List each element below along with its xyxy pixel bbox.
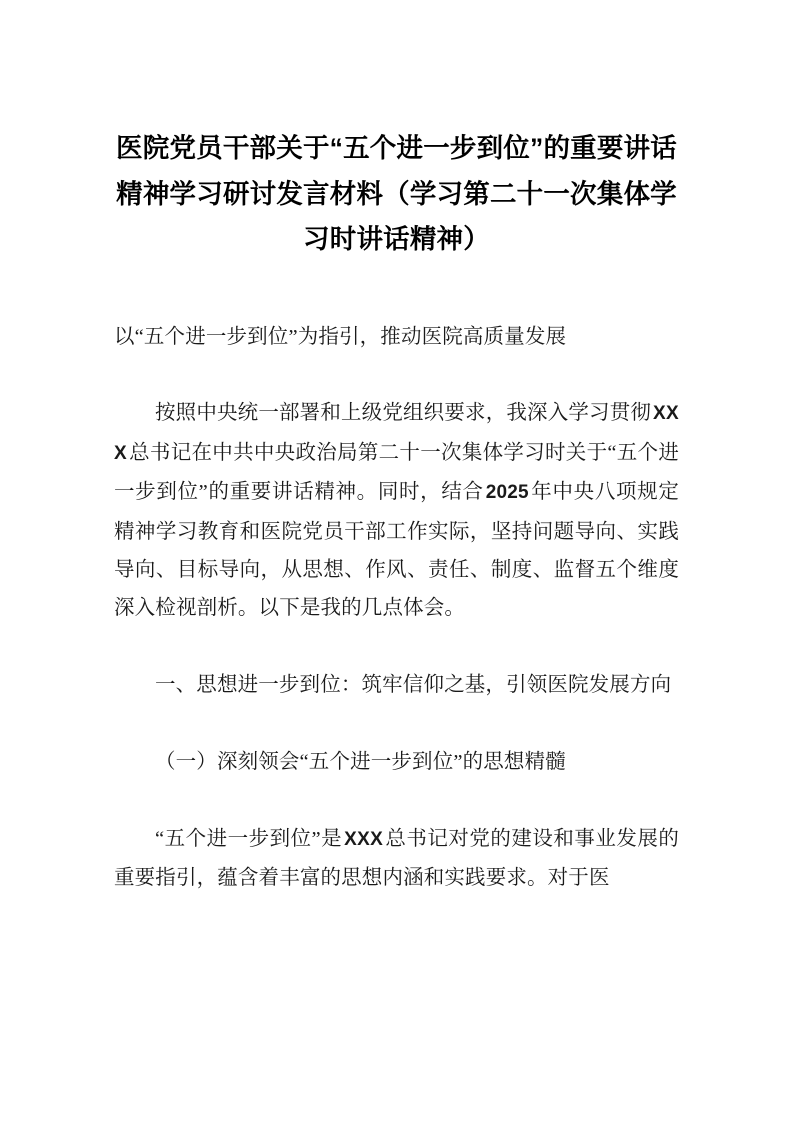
text-run-cjk: 按照中央统一部署和上级党组织要求，我深入学习贯彻 [155, 402, 652, 425]
text-run-cjk: 总书记对党的建设和事业发展的重要指引，蕴含着丰富的思想内涵和实践要求。对于医 [114, 827, 679, 890]
paragraph-intro [114, 394, 679, 627]
document-title: 医院党员干部关于“五个进一步到位”的重要讲话精神学习研讨发言材料（学习第二十一次集体学习时讲话精神） [116, 133, 677, 254]
section-heading-one: 一、思想进一步到位：筑牢信仰之基，引领医院发展方向 [155, 674, 672, 697]
text-run-cjk: 年中央八项规定精神学习教育和医院党员干部工作实际，坚持问题导向、实践导向、目标导向，从思想、作风、责任、制度、监督五个维度深入检视剖析。以下是我的几点体会。 [114, 481, 679, 620]
paragraph-one-a-body [114, 820, 679, 898]
document-content-column [114, 0, 679, 898]
text-run-cjk: “五个进一步到位”是 [155, 827, 343, 850]
text-run-cjk: 总书记在中共中央政治局第二十一次集体学习时关于“五个进一步到位”的重要讲话精神。同时，结合 [114, 441, 679, 504]
document-subtitle: 以“五个进一步到位”为指引，推动医院高质量发展 [114, 325, 567, 348]
text-run-latin-xxx: XXX [114, 403, 679, 464]
subsection-heading-one-a: （一）深刻领会“五个进一步到位”的思想精髓 [155, 750, 566, 773]
text-run-year-2025: 2025 [485, 482, 529, 504]
text-run-latin-xxx: XXX [344, 828, 384, 850]
